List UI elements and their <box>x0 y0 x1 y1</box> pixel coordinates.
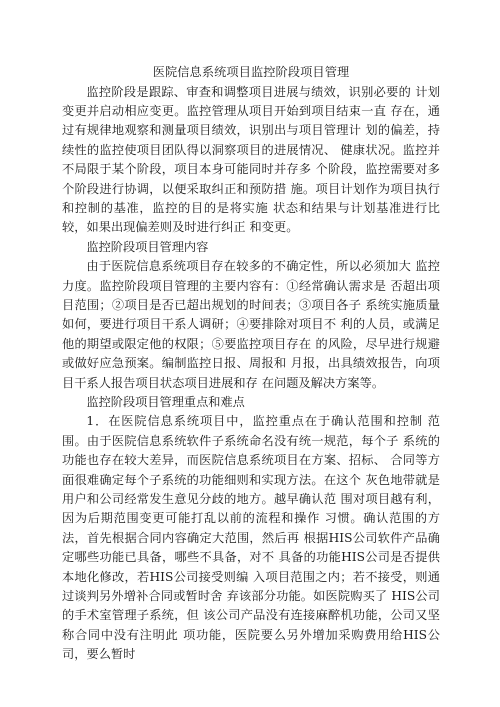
section-content-paragraph: 由于医院信息系统项目存在较多的不确定性，所以必须加大 监控力度。监控阶段项目管理的主要内容有：①经常确认需求是 否超出项目范围；②项目是否已超出规划的时间表；③项目各子 系统实施质量如何，要进行项目干系人调研；④要排除对项目不 利的人员，或满足他的期望或限定他的权限；⑤要监控项目存在 的风险，尽早进行规避或做好应急预案。编制监控日报、周报和 月报，出具绩效报告，向项目干系人报告项目状态项目进展和存 在问题及解决方案等。 <box>62 259 440 390</box>
intro-paragraph: 监控阶段是跟踪、审查和调整项目进展与绩效，识别必要的 计划变更并启动相应变更。监控管理从项目开始到项目结束一直 存在，通过有规律地观察和测量项目绩效，识别出与项目管理计 划的偏差，持续性的监控使项目团队得以洞察项目的进展情况、 健康状况。监控并不局限于某个阶段，项目本身可能同时并存多 个阶段，监控需要对多个阶段进行协调，以便采取纠正和预防措 施。项目计划作为项目执行和控制的基准，监控的目的是将实施 状态和结果与计划基准进行比较，如果出现偏差则及时进行纠正 和变更。 <box>62 84 440 235</box>
document-title: 医院信息系统项目监控阶段项目管理 <box>152 65 350 79</box>
document-page <box>62 63 440 665</box>
section-heading-key-points: 监控阶段项目管理重点和难点 <box>86 395 245 409</box>
section-heading-content: 监控阶段项目管理内容 <box>86 239 209 254</box>
section-key-points-paragraph: 1．在医院信息系统项目中，监控重点在于确认范围和控制 范围。由于医院信息系统软件子系统命名没有统一规范，每个子 系统的功能也存在较大差异，而医院信息系统项目在方案、招标、 合同等方面很难确定每个子系统的功能细则和实现方法。在这个 灰色地带就是用户和公司经常发生意见分歧的地方。越早确认范 围对项目越有利，因为后期范围变更可能打乱以前的流程和操作 习惯。确认范围的方法，首先根据合同内容确定大范围，然后再 根据HIS公司软件产品确定哪些功能已具备，哪些不具备，对不 具备的功能HIS公司是否提供本地化修改，若HIS公司接受则编 入项目范围之内；若不接受，则通过谈判另外增补合同或暂时舍 弃该部分功能。如医院购买了 HIS公司的手术室管理子系统，但 该公司产品没有连接麻醉机功能，公司又坚称合同中没有注明此 项功能，医院要么另外增加采购费用给HIS公司，要么暂时 <box>62 414 440 662</box>
